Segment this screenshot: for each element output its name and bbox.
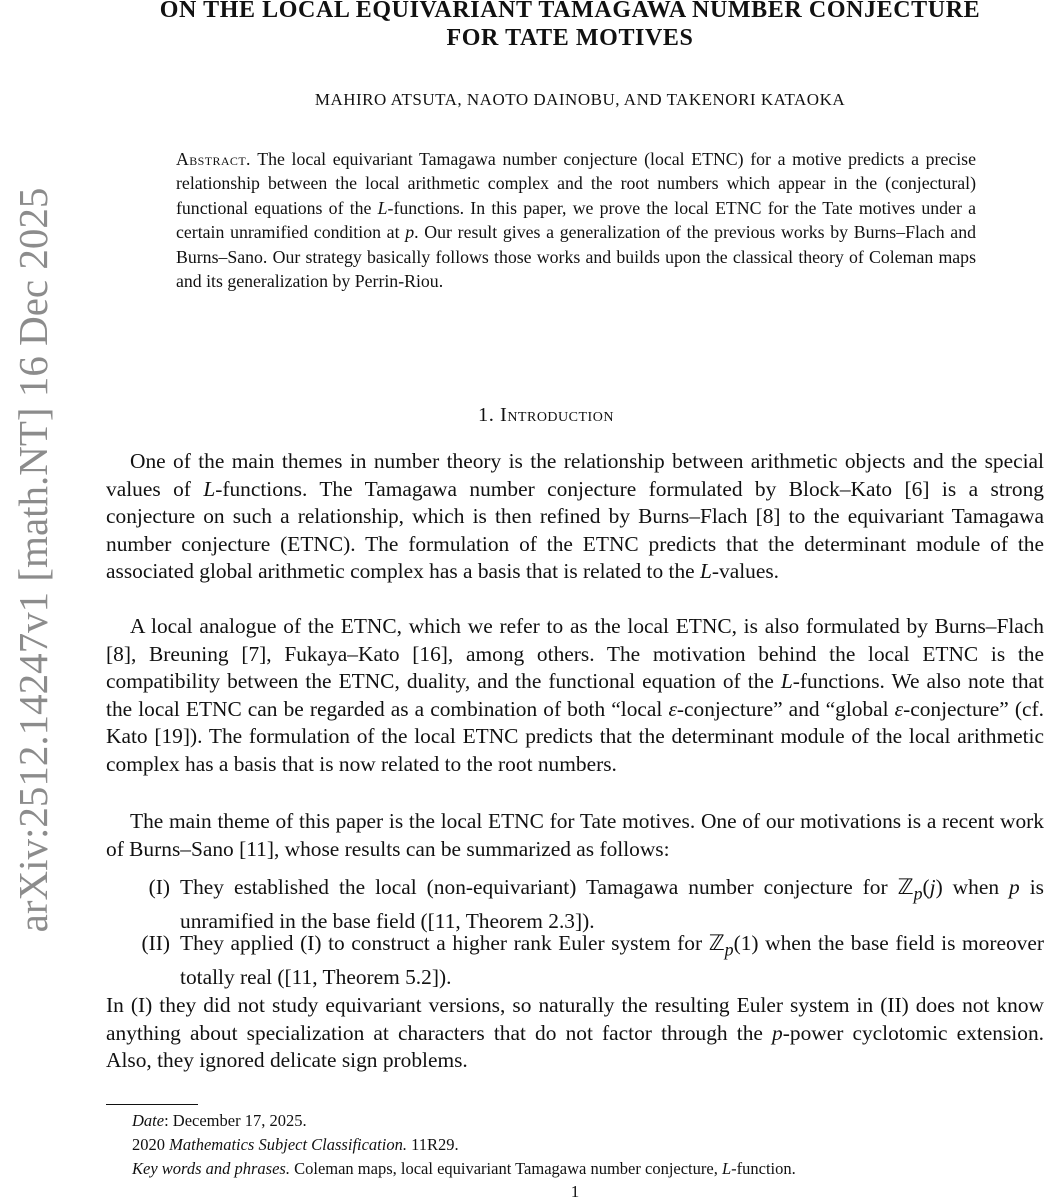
item-text: They applied (I) to construct a higher rank Euler system for: [180, 931, 709, 955]
paragraph-text: The main theme of this paper is the local ETNC for Tate motives. One of our motivations is a recent work of Burns–Sano [11], whose results can be summarized as follows:: [106, 809, 1044, 861]
enum-text: [180, 874, 1044, 935]
intro-paragraph-4: [106, 992, 1044, 1075]
item-text: ) when: [935, 875, 1010, 899]
math-Z: ℤ: [708, 931, 725, 955]
math-epsilon: ε: [668, 696, 677, 721]
math-L: L: [780, 669, 793, 694]
math-L: L: [377, 197, 388, 218]
math-L: L: [203, 476, 216, 501]
math-p: p: [405, 222, 415, 243]
footnote-value: -function.: [731, 1159, 796, 1178]
section-title: Introduction: [500, 404, 614, 426]
footnote-value: 11R29.: [406, 1135, 459, 1154]
abstract: [176, 147, 976, 293]
abstract-text: The local equivariant Tamagawa number conjecture (local ETNC) for a motive predicts a precise relationship between the local arithmetic complex and the root numbers which appear in the (conjectural) functional equations of the: [176, 149, 976, 218]
math-subscript-p: p: [724, 939, 734, 960]
item-text: (1) when the base field is moreover totally real ([11, Theorem 5.2]).: [180, 931, 1044, 989]
item-text: is unramified in the base field ([11, Theorem 2.3]).: [180, 875, 1044, 933]
footnote-value: : December 17, 2025.: [164, 1111, 307, 1130]
intro-paragraph-2: [106, 613, 1044, 779]
paper-title: [90, 0, 1046, 52]
paragraph-text: -values.: [711, 559, 780, 584]
footnote-date: [132, 1109, 1032, 1133]
item-text: They established the local (non-equivariant) Tamagawa number conjecture for: [180, 875, 898, 899]
title-line-1: ON THE LOCAL EQUIVARIANT TAMAGAWA NUMBER CONJECTURE: [159, 0, 981, 23]
math-subscript-p: p: [913, 883, 923, 904]
item-text: (: [922, 875, 930, 899]
author-list: MAHIRO ATSUTA, NAOTO DAINOBU, AND TAKENORI KATAOKA: [314, 90, 846, 109]
abstract-text: . Our result gives a generalization of the previous works by Burns–Flach and Burns–Sano. Our strategy basically follows those works and builds upon the classical theory of Coleman maps and its generalization by Perrin-Riou.: [176, 222, 976, 292]
title-line-2: FOR TATE MOTIVES: [446, 25, 694, 51]
paragraph-text: In (I) they did not study equivariant versions, so naturally the resulting Euler system in (II) does not know anything about specialization at characters that do not factor through the: [106, 993, 1044, 1045]
intro-paragraph-3: [106, 808, 1044, 863]
paragraph-text: -functions. We also note that the local ETNC can be regarded as a combination of both “local: [106, 669, 1044, 721]
footnote-label: Date: [132, 1111, 165, 1130]
footnote-msc: [132, 1133, 1032, 1157]
paragraph-text: -functions. The Tamagawa number conjecture formulated by Block–Kato [6] is a strong conjecture on such a relationship, which is then refined by Burns–Flach [8] to the equivariant Tamagawa number conjecture (ETNC). The formulation of the ETNC predicts that the determinant module of the associated global arithmetic complex has a basis that is related to the: [106, 476, 1044, 584]
abstract-text: -functions. In this paper, we prove the local ETNC for the Tate motives under a certain unramified condition at: [176, 197, 976, 243]
intro-paragraph-1: [106, 448, 1044, 586]
enum-label: (II): [141, 931, 170, 955]
enum-item-1: [106, 874, 1044, 933]
math-Z: ℤ: [897, 875, 914, 899]
math-L: L: [700, 559, 712, 584]
math-epsilon: ε: [894, 696, 904, 721]
footnotes: [132, 1109, 1032, 1181]
paragraph-text: -conjecture” and “global: [676, 696, 895, 721]
math-j: j: [929, 875, 936, 899]
page-number: 1: [570, 1182, 580, 1201]
footnote-keywords: [132, 1157, 1032, 1181]
paragraph-text: One of the main themes in number theory is the relationship between arithmetic objects and the special values of: [106, 449, 1044, 501]
math-p: p: [1009, 875, 1020, 899]
footnote-value: 2020: [132, 1135, 170, 1154]
enum-text: [180, 930, 1044, 991]
paragraph-text: -conjecture” (cf. Kato [19]). The formulation of the local ETNC predicts that the determinant module of the local arithmetic complex has a basis that is now related to the root numbers.: [106, 696, 1044, 776]
arxiv-identifier-stamp[interactable]: arXiv:2512.14247v1 [math.NT] 16 Dec 2025: [10, 187, 56, 933]
paragraph-text: -power cyclotomic extension. Also, they ignored delicate sign problems.: [106, 1020, 1044, 1073]
footnote-label: Key words and phrases.: [132, 1159, 290, 1178]
paragraph-text: A local analogue of the ETNC, which we refer to as the local ETNC, is also formulated by Burns–Flach [8], Breuning [7], Fukaya–Kato [16], among others. The motivation behind the local ETNC is the compatibility between the ETNC, duality, and the functional equation of the: [106, 614, 1044, 694]
math-L: L: [721, 1159, 732, 1178]
footnote-value: Coleman maps, local equivariant Tamagawa number conjecture,: [289, 1159, 722, 1178]
enum-item-2: [106, 930, 1044, 989]
enum-label: (I): [148, 875, 170, 899]
math-p: p: [772, 1020, 783, 1045]
footnote-label: Mathematics Subject Classification.: [169, 1135, 407, 1154]
section-heading: [478, 404, 718, 427]
abstract-label: Abstract.: [176, 149, 251, 169]
section-number: 1.: [478, 404, 495, 426]
footnote-divider: [106, 1104, 198, 1105]
